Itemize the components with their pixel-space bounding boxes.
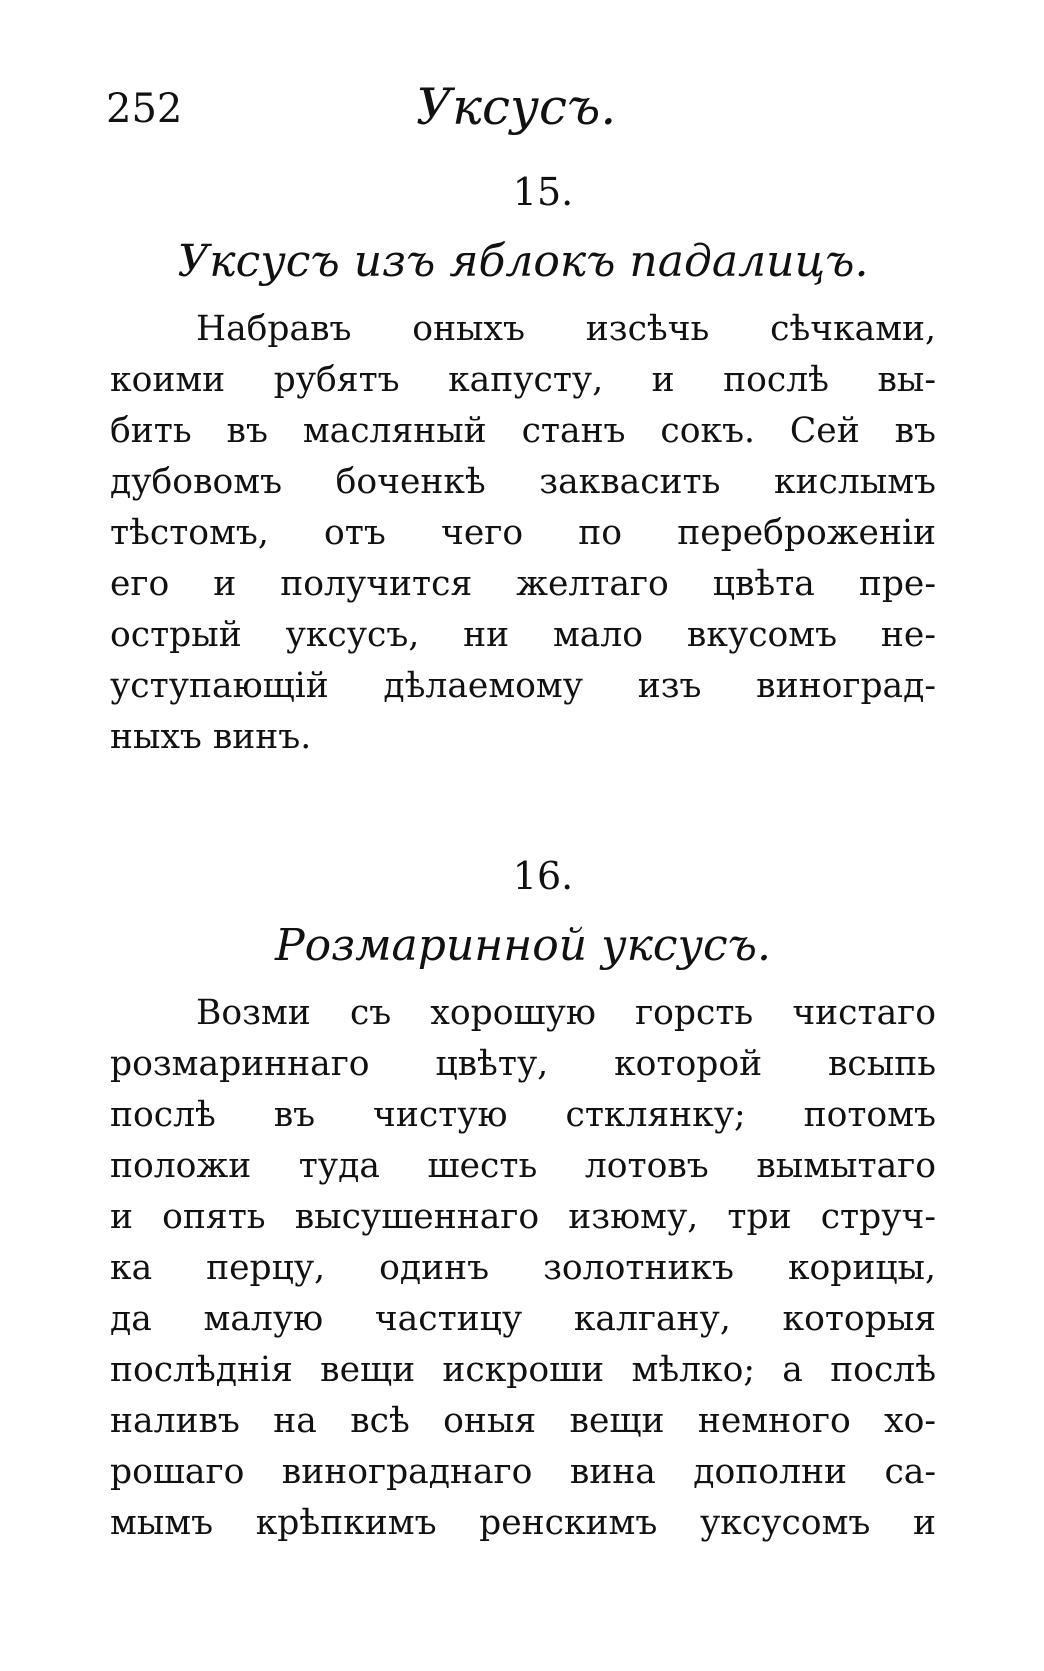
text-line: тѣстомъ, отъ чего по переброженіи [110,513,936,553]
text-line: рошаго винограднаго вина дополни са- [110,1452,936,1492]
text-line: коими рубятъ капусту, и послѣ вы- [110,360,936,400]
section-15 [110,168,936,763]
text-line: наливъ на всѣ оныя вещи немного хо- [110,1401,936,1441]
text-line: и опять высушеннаго изюму, три струч- [110,1197,936,1237]
text-line: дубовомъ боченкѣ заквасить кислымъ [110,462,936,502]
text-line: Возми съ хорошую горсть чистаго [196,993,936,1033]
text-line: бить въ масляный станъ сокъ. Сей въ [110,411,936,451]
page-number: 252 [106,86,183,132]
section-title: Розмаринной уксусъ. [274,920,771,971]
text-line: положи туда шесть лотовъ вымытаго [110,1146,936,1186]
text-line: розмариннаго цвѣту, которой всыпь [110,1044,936,1084]
text-line: послѣ въ чистую стклянку; потомъ [110,1095,936,1135]
section-number: 15. [512,170,574,214]
text-line: ныхъ винъ. [110,717,312,757]
text-line: послѣднія вещи искроши мѣлко; а послѣ [110,1350,936,1390]
text-line: мымъ крѣпкимъ ренскимъ уксусомъ и [110,1503,936,1543]
section-body [110,304,936,763]
section-body [110,988,936,1549]
text-line: Набравъ оныхъ изсѣчь сѣчками, [196,309,936,349]
text-line: ка перцу, одинъ золотникъ корицы, [110,1248,936,1288]
section-number: 16. [512,854,574,898]
section-16 [110,852,936,1549]
text-line: его и получится желтаго цвѣта пре- [110,564,936,604]
text-line: да малую частицу калгану, которыя [110,1299,936,1339]
text-line: уступающій дѣлаемому изъ виноград- [110,666,936,706]
running-title: Уксусъ. [416,78,617,136]
page-header [106,78,936,148]
text-line: острый уксусъ, ни мало вкусомъ не- [110,615,936,655]
section-title: Уксусъ изъ яблокъ падалицъ. [177,236,869,287]
